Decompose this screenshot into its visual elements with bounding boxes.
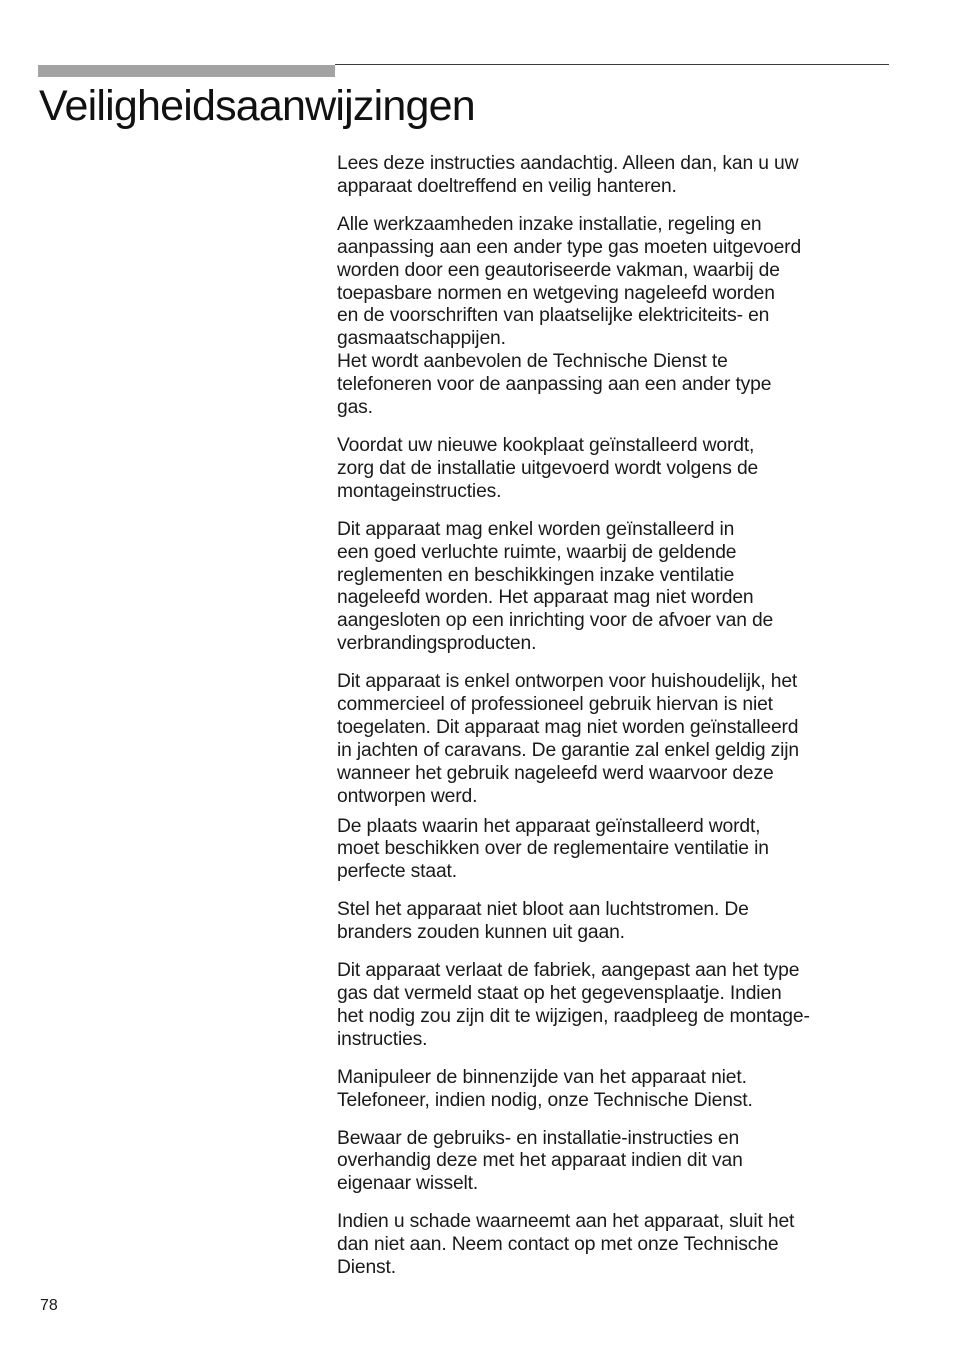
page-number: 78 (40, 1297, 58, 1314)
body-text (337, 153, 889, 1280)
paragraph-do-not-manipulate: Manipuleer de binnenzijde van het apparaat niet. Telefoneer, indien nodig, onze Technische Dienst. (337, 1066, 753, 1111)
paragraph-keep-instructions: Bewaar de gebruiks- en installatie-instructies en overhandig deze met het apparaat indien dit van eigenaar wisselt. (337, 1127, 743, 1195)
paragraph-household-use: Dit apparaat is enkel ontworpen voor huishoudelijk, het commercieel of professioneel gebruik hiervan is niet toegelaten. Dit apparaat mag niet worden geïnstalleerd in jachten of caravans. De garantie zal enkel geldig zijn wanneer het gebruik nageleefd werd waarvoor deze ontworpen werd. (337, 671, 799, 807)
paragraph-installation-location: De plaats waarin het apparaat geïnstalleerd wordt, moet beschikken over de reglementaire ventilatie in perfecte staat. (337, 815, 769, 883)
paragraph-before-installation: Voordat uw nieuwe kookplaat geïnstalleerd wordt, zorg dat de installatie uitgevoerd wordt volgens de montageinstructies. (337, 434, 759, 502)
paragraph-installation-work: Alle werkzaamheden inzake installatie, regeling en aanpassing aan een ander type gas moeten uitgevoerd worden door een geautoriseerde vakman, waarbij de toepasbare normen en wetgeving nageleefd worden en de voorschriften van plaatselijke elektriciteits- en gasmaatschappijen. Het wordt aanbevolen de Technische Dienst te telefoneren voor de aanpassing aan een ander type gas. (337, 213, 802, 419)
paragraph-damage-notice: Indien u schade waarneemt aan het apparaat, sluit het dan niet aan. Neem contact op met onze Technische Dienst. (337, 1211, 795, 1279)
paragraph-ventilated-room: Dit apparaat mag enkel worden geïnstalleerd in een goed verluchte ruimte, waarbij de geldende reglementen en beschikkingen inzake ventilatie nageleefd worden. Het apparaat mag niet worden aangesloten op een inrichting voor de afvoer van de verbrandingsproducten. (337, 518, 774, 655)
page-title: Veiligheidsaanwijzingen (39, 82, 475, 130)
paragraph-gas-type: Dit apparaat verlaat de fabriek, aangepast aan het type gas dat vermeld staat op het gegevensplaatje. Indien het nodig zou zijn dit te wijzigen, raadpleeg de montage- instructies. (337, 960, 810, 1050)
paragraph-instructions-intro: Lees deze instructies aandachtig. Alleen dan, kan u uw apparaat doeltreffend en veilig hanteren. (337, 153, 799, 197)
header-rule-thin (335, 64, 889, 65)
header-rule-thick (38, 65, 335, 77)
paragraph-air-currents: Stel het apparaat niet bloot aan luchtstromen. De branders zouden kunnen uit gaan. (337, 899, 749, 944)
